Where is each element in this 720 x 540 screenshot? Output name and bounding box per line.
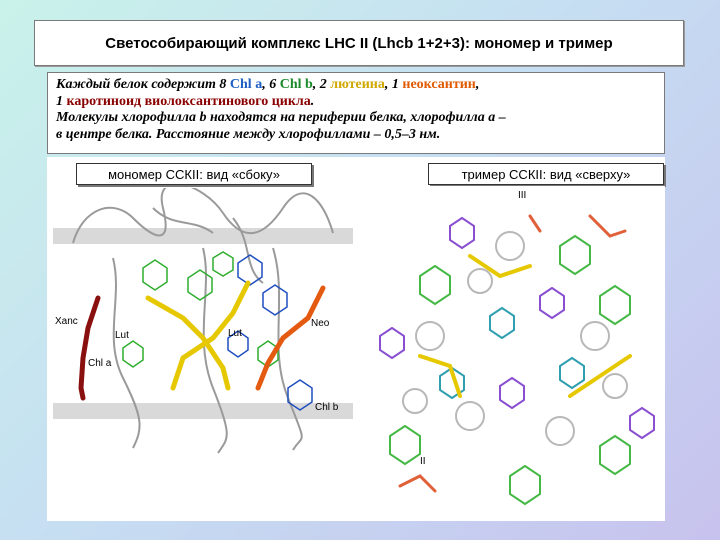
label-lut-left: Lut [115, 330, 129, 341]
label-roman-top: III [518, 190, 527, 201]
label-lut-right: Lut [228, 328, 242, 339]
neoxanthin-term: неоксантин [402, 77, 476, 92]
info-text: , 1 [384, 77, 403, 92]
info-line-1 [56, 77, 656, 94]
chl-b-term: Chl b [279, 77, 313, 92]
info-line-4: в центре белка. Расстояние между хлорофиллами – 0,5–3 нм. [56, 126, 441, 142]
info-line-3: Молекулы хлорофилла b находятся на периферии белка, хлорофилла a – [56, 110, 506, 125]
slide-title [34, 20, 684, 66]
violaxanthin-term: каротиноид виолоксантинового цикла [66, 93, 311, 109]
label-chl-b: Chl b [315, 402, 339, 413]
info-text: , 2 [312, 77, 331, 92]
slide-title-text: Светособирающий комплекс LHC II (Lhcb 1+2+3): мономер и тример [105, 34, 613, 52]
info-box [47, 72, 665, 154]
info-line-2 [56, 94, 656, 111]
membrane-band-top [53, 228, 353, 244]
trimer-label-text: тример ССКII: вид «сверху» [461, 166, 631, 182]
label-neo: Neo [311, 318, 330, 329]
lutein-term: лютеина [330, 77, 385, 92]
monomer-label [76, 163, 312, 185]
info-text: . [310, 93, 315, 109]
trimer-label [428, 163, 664, 185]
info-text: Каждый белок содержит 8 [56, 77, 230, 92]
chl-a-term: Chl a [229, 77, 263, 92]
info-text: 1 [56, 93, 67, 109]
monomer-label-text: мономер ССКII: вид «сбоку» [108, 166, 280, 182]
info-text: , 6 [262, 77, 280, 92]
trimer-top-view-image [360, 186, 665, 520]
monomer-side-view-image [53, 188, 353, 458]
label-xanc: Xanc [55, 316, 78, 327]
label-roman-bottom-left: II [420, 456, 426, 467]
info-text: , [475, 77, 480, 92]
label-chl-a: Chl a [88, 358, 112, 369]
